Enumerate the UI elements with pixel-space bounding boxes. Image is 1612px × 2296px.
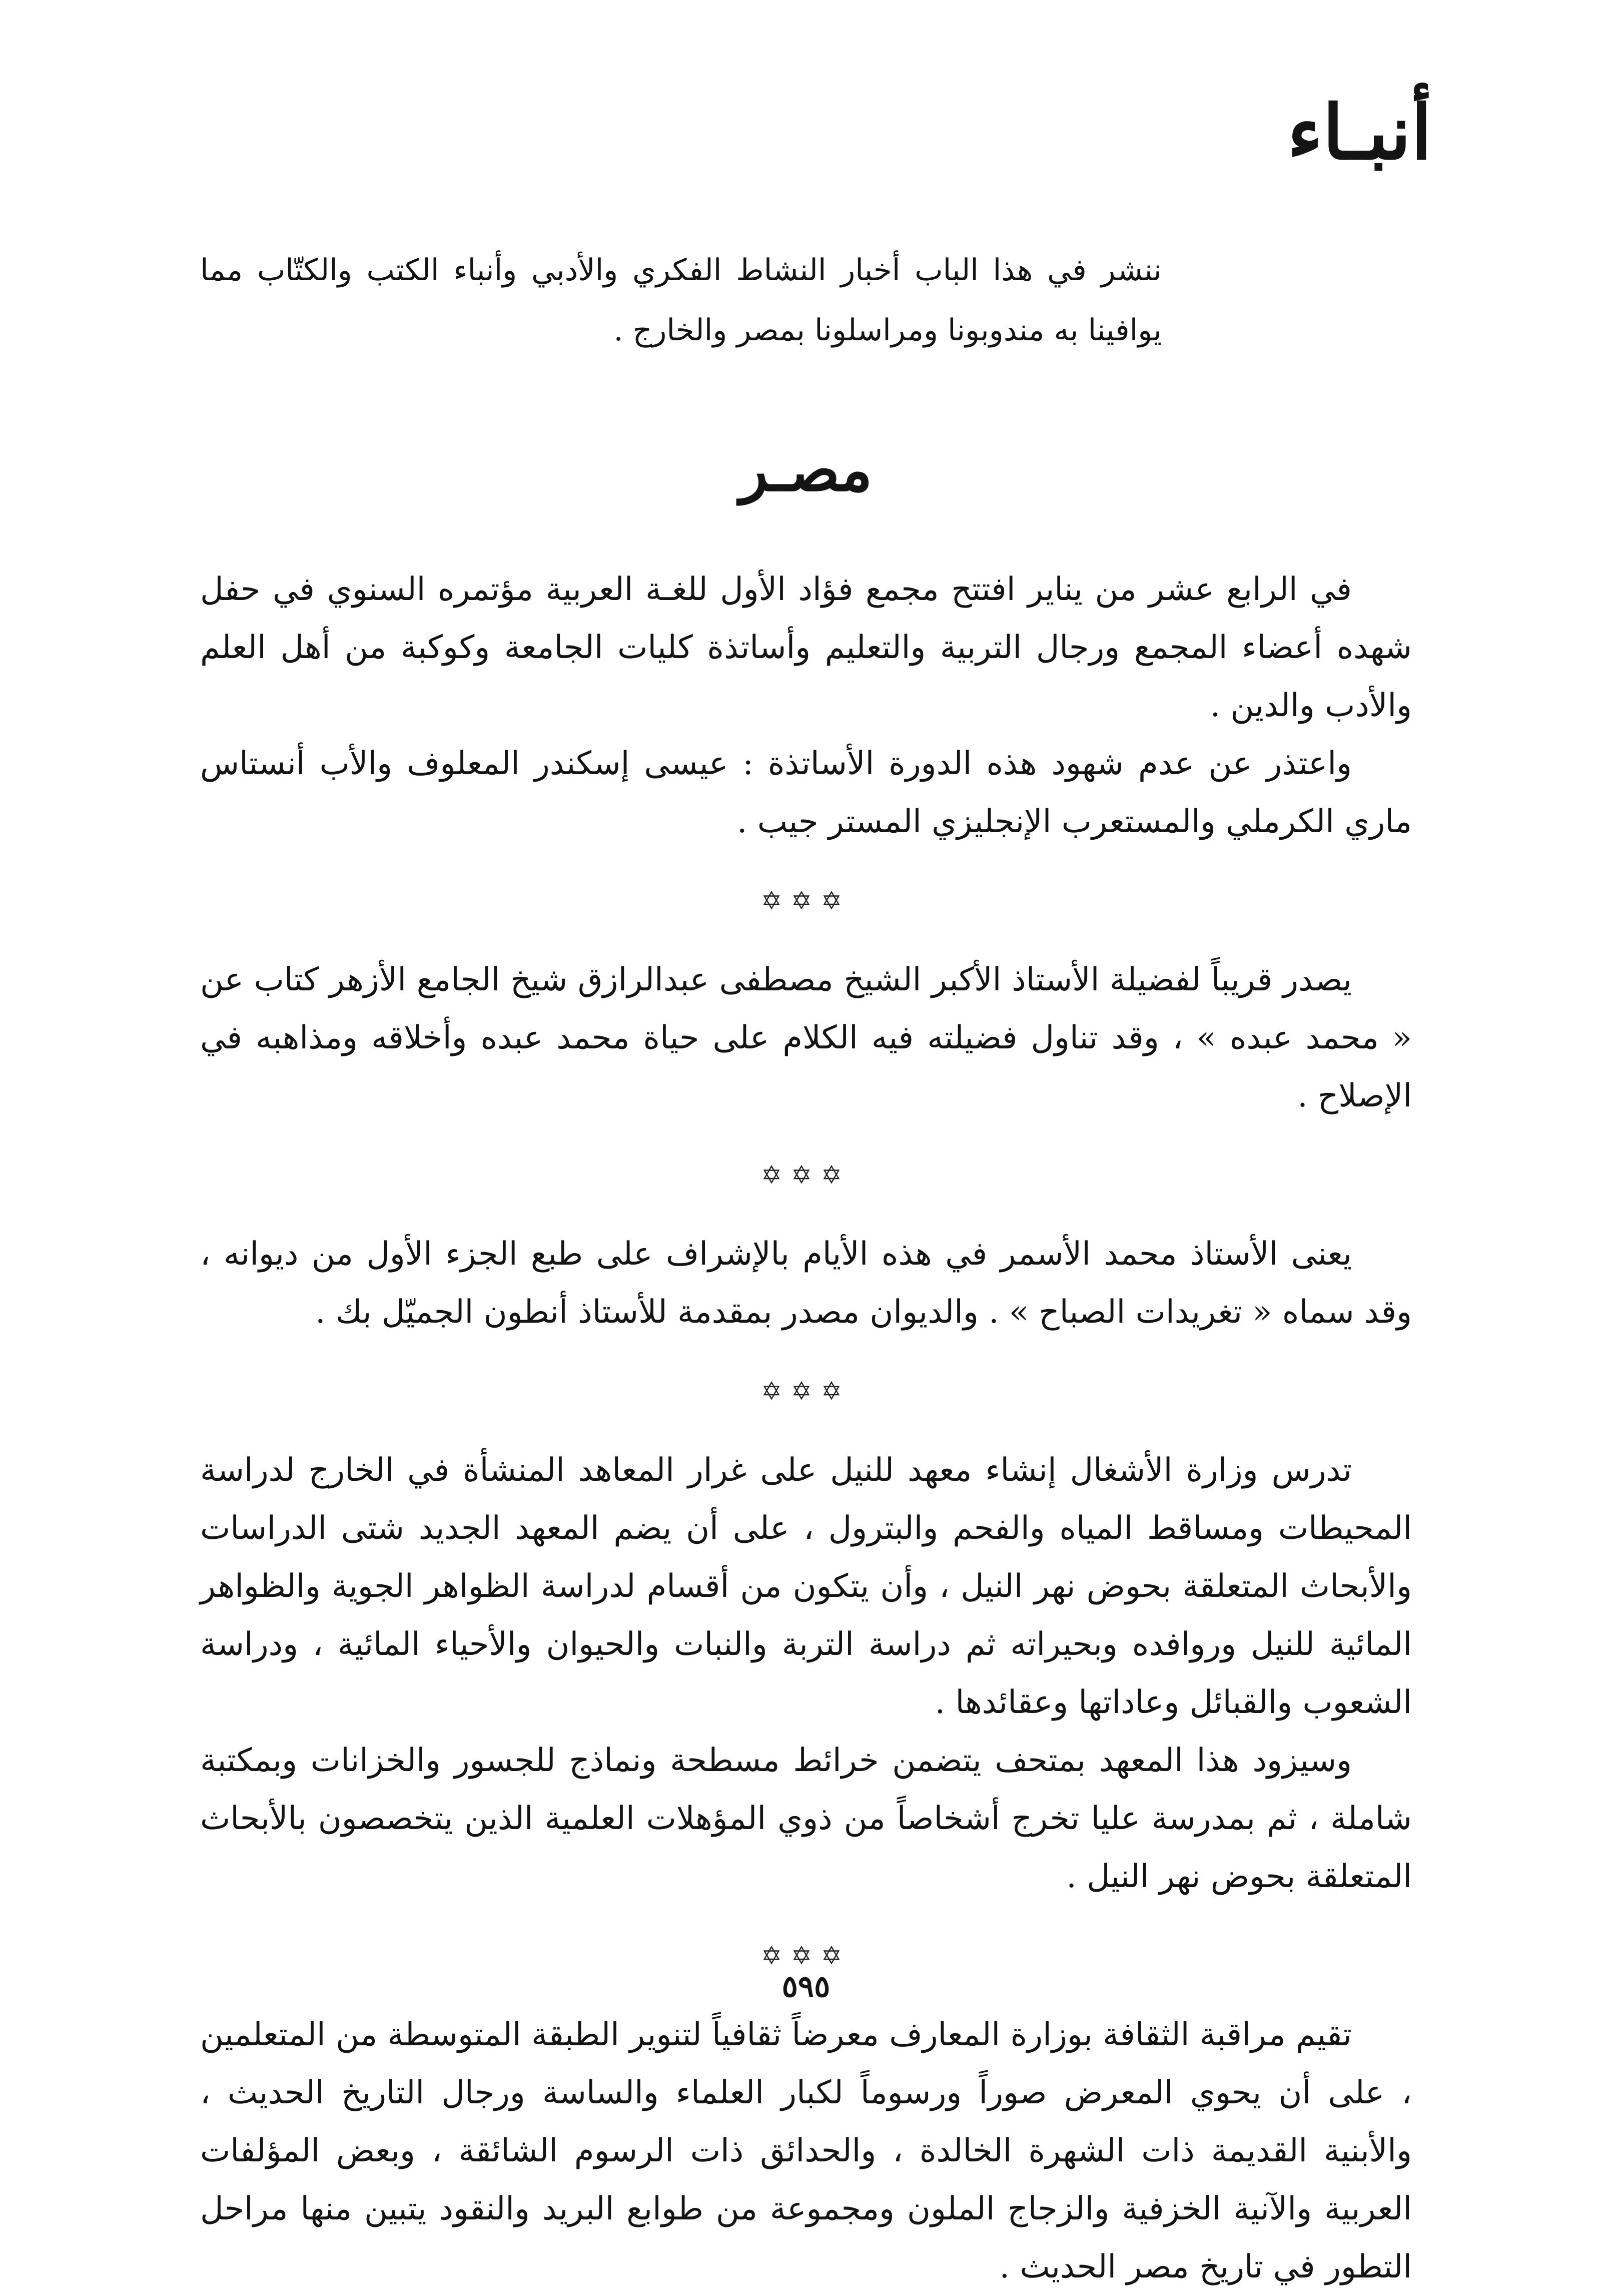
star-separator: ✡✡✡ [761,1377,851,1406]
news-paragraph: تقيم مراقبة الثقافة بوزارة المعارف معرضاً ثقافياً لتنوير الطبقة المتوسطة من المتعلمين ، على أن يحوي المعرض صوراً ورسوماً لكبار العلماء والساسة ورجال التاريخ الحديث ، والأبنية القديمة ذات الشهرة الخالدة ، والحدائق ذات الرسوم الشائقة ، وبعض المؤلفات العربية والآنية الخزفية والزجاج الملون ومجموعة من طوابع البريد والنقود يتبين منها مراحل التطور في تاريخ مصر الحديث . [200,2016,1412,2285]
star-separator: ✡✡✡ [761,1941,851,1970]
news-paragraph: في الرابع عشر من يناير افتتح مجمع فؤاد الأول للغـة العربية مؤتمره السنوي في حفل شهده أعضاء المجمع ورجال التربية والتعليم وأساتذة كليات الجامعة وكوكبة من أهل العلم والأدب والدين . [200,571,1412,724]
star-separator: ✡✡✡ [761,886,851,915]
section-title: أنبـاء [1287,89,1432,177]
country-heading: مصـر [739,435,873,504]
news-paragraph: وسيزود هذا المعهد بمتحف يتضمن خرائط مسطحة ونماذج للجسور والخزانات وبمكتبة شاملة ، ثم بمدرسة عليا تخرج أشخاصاً من ذوي المؤهلات العلمية الذين يتخصصون بالأبحاث المتعلقة بحوض نهر النيل . [200,1742,1412,1895]
news-paragraph: تدرس وزارة الأشغال إنشاء معهد للنيل على غرار المعاهد المنشأة في الخارج لدراسة المحيطات ومساقط المياه والفحم والبترول ، على أن يضم المعهد الجديد شتى الدراسات والأبحاث المتعلقة بحوض نهر النيل ، وأن يتكون من أقسام لدراسة الظواهر الجوية والظواهر المائية للنيل وروافده وبحيراته ثم دراسة التربة والنبات والحيوان والأحياء المائية ، ودراسة الشعوب والقبائل وعاداتها وعقائدها . [200,1452,1412,1721]
page-number: ٥٩٥ [781,1969,831,2004]
star-separator: ✡✡✡ [761,1161,851,1190]
news-paragraph: واعتذر عن عدم شهود هذه الدورة الأساتذة : عيسى إسكندر المعلوف والأب أنستاس ماري الكرملي والمستعرب الإنجليزي المستر جيب . [200,745,1412,840]
news-paragraph: يصدر قريباً لفضيلة الأستاذ الأكبر الشيخ مصطفى عبدالرازق شيخ الجامع الأزهر كتاب عن « محمد عبده » ، وقد تناول فضيلته فيه الكلام على حياة محمد عبده وأخلاقه ومذاهبه في الإصلاح . [200,961,1412,1114]
news-paragraph: يعنى الأستاذ محمد الأسمر في هذه الأيام بالإشراف على طبع الجزء الأول من ديوانه ، وقد سماه « تغريدات الصباح » . والديوان مصدر بمقدمة للأستاذ أنطون الجميّل بك . [200,1236,1412,1331]
news-content [200,560,1412,2296]
section-intro: ننشر في هذا الباب أخبار النشاط الفكري والأدبي وأنباء الكتب والكتّاب مما يوافينا به مندوبونا ومراسلونا بمصر والخارج . [200,253,1162,348]
